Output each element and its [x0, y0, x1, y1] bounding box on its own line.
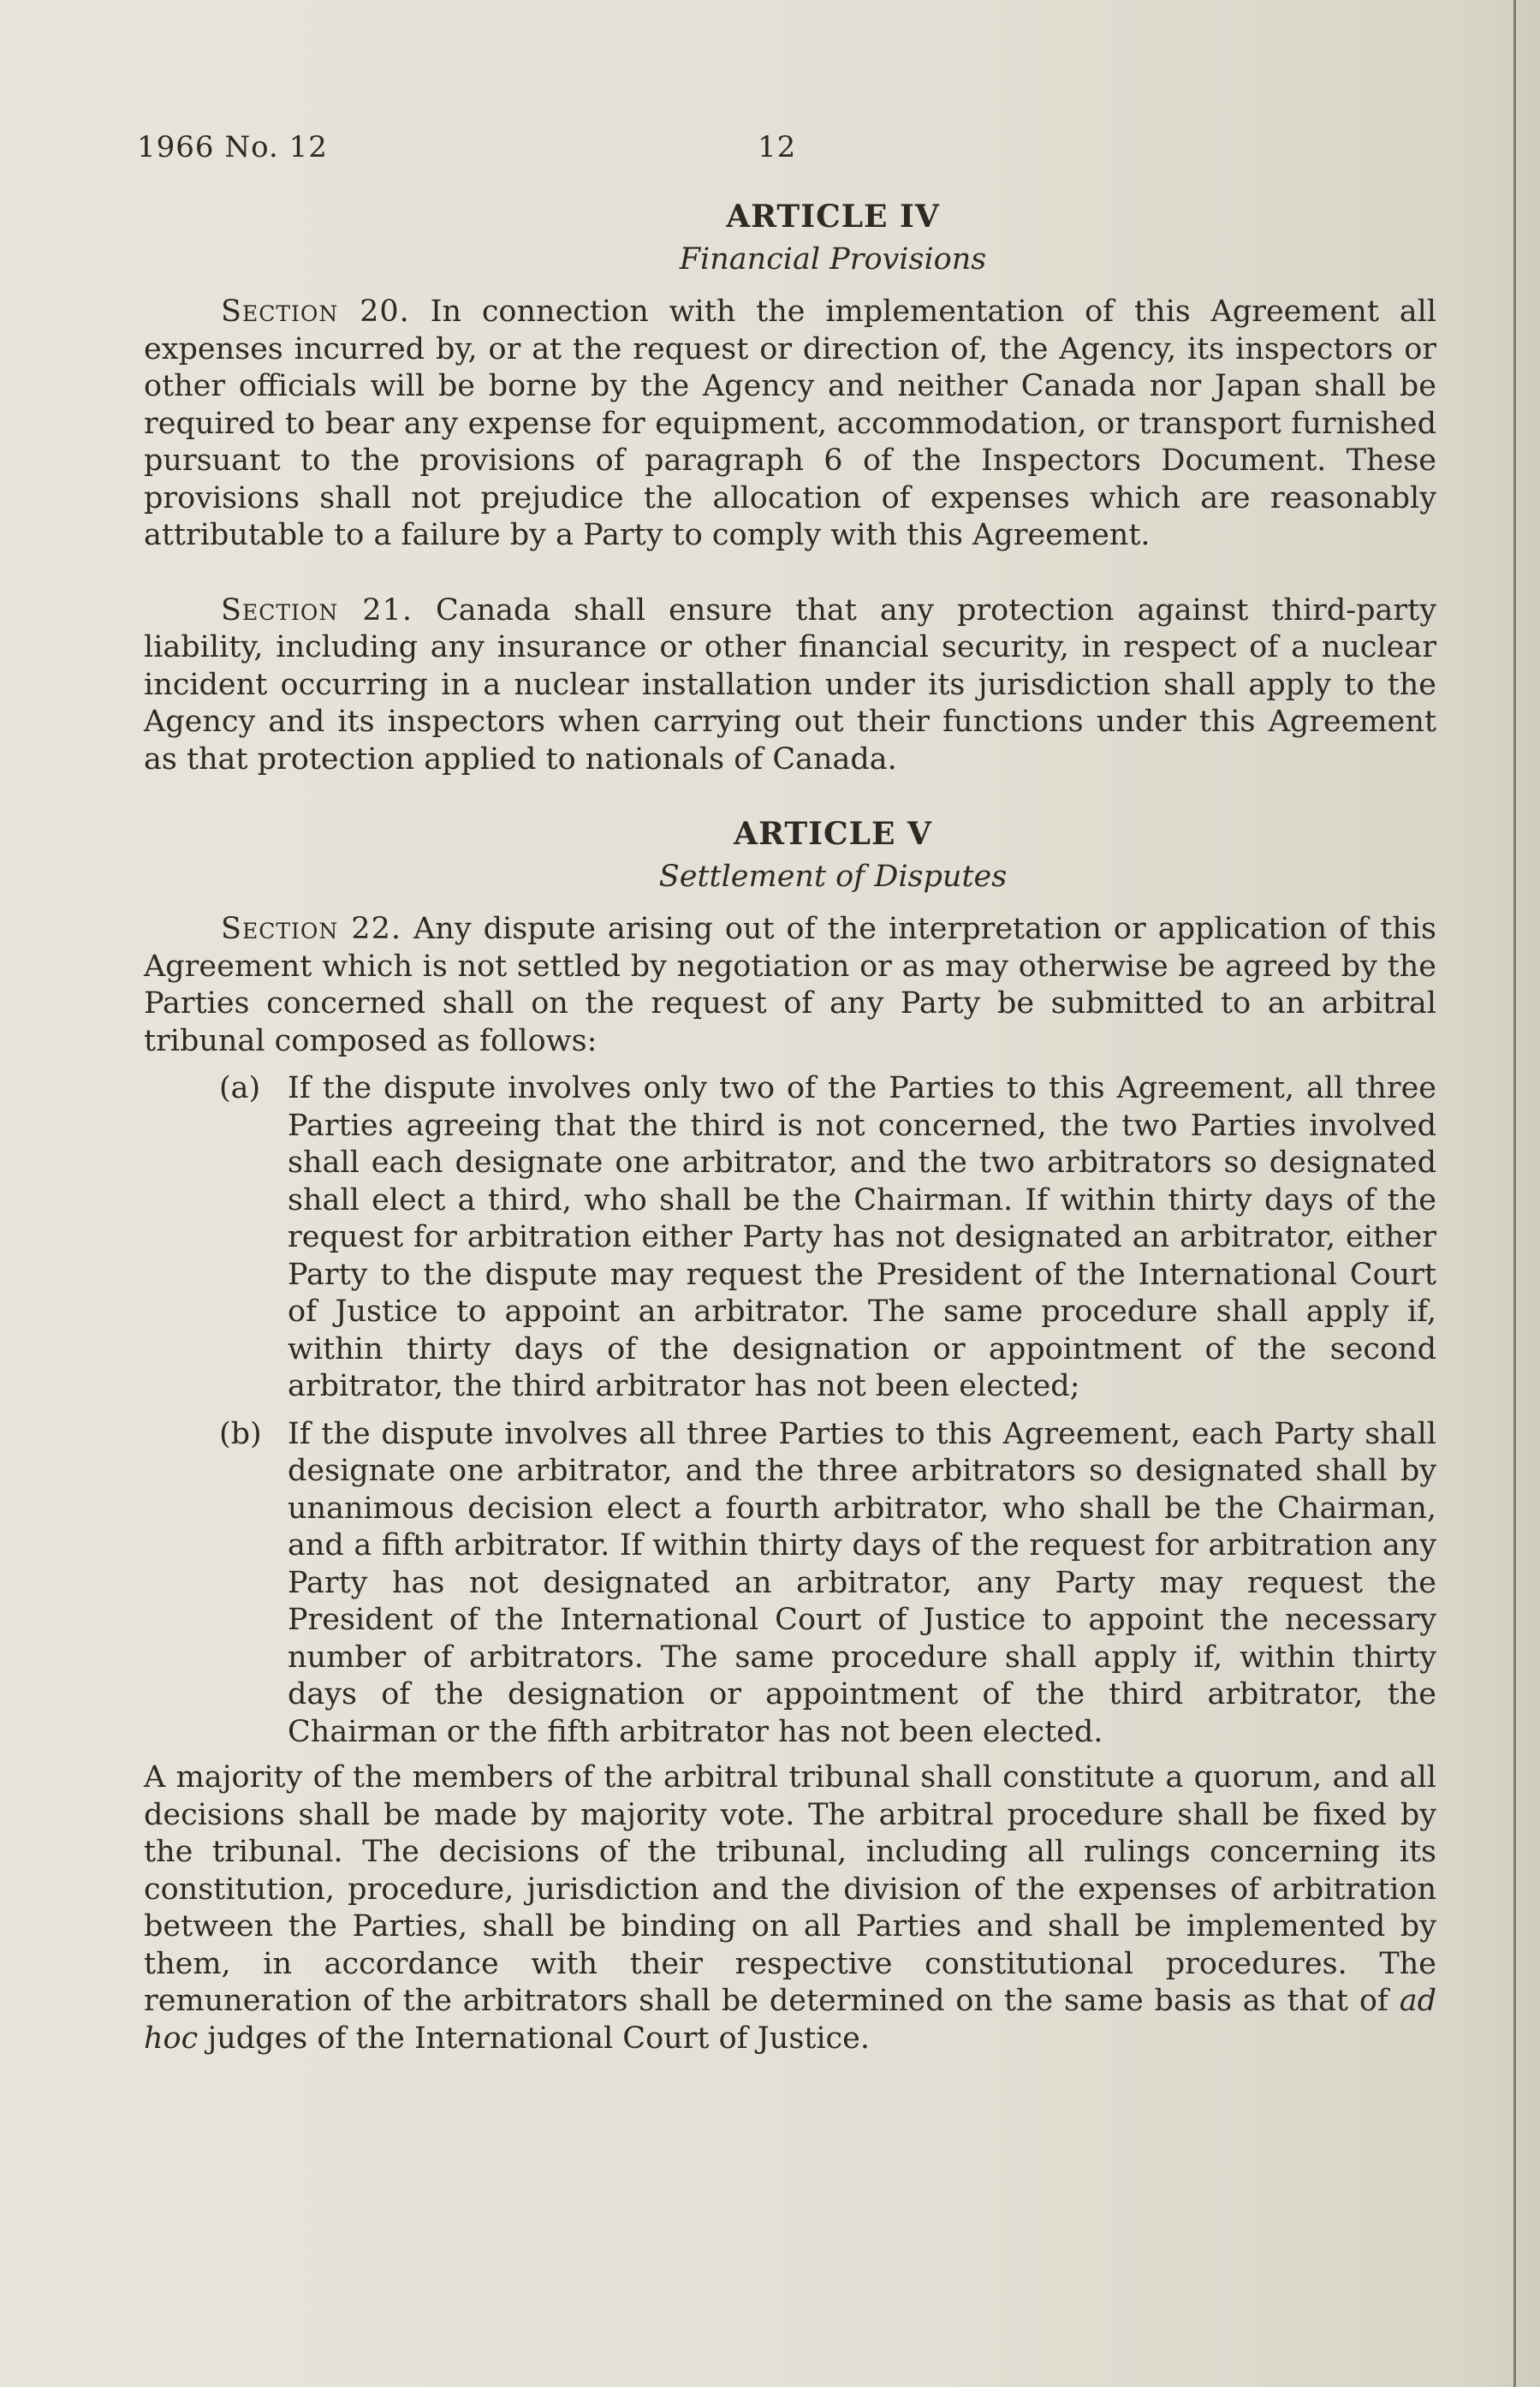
header-year-number: 1966 No. 12: [137, 130, 328, 164]
section-21-text: Canada shall ensure that any protection against third-party liability, including any insurance or other financial security, in respect of a nuclear incident occurring in a nuclear installation under its jurisdiction shall apply to the Agency and its inspectors when carrying out their functions under this Agreement as that protection applied to nationals of Canada.: [144, 592, 1436, 777]
closing-text-start: A majority of the members of the arbitral tribunal shall constitute a quorum, and all decisions shall be made by majority vote. The arbitral procedure shall be fixed by the tribunal. The decisions of the tribunal, including all rulings concerning its constitution, procedure, jurisdiction and the division of the expenses of arbitration between the Parties, shall be binding on all Parties and shall be implemented by them, in accordance with their respective constitutional procedures. The remuneration of the arbitrators shall be determined on the same basis as that of: [144, 1760, 1436, 2018]
section-20-text: In connection with the implementation of this Agreement all expenses incurred by, or at the request or direction of, the Agency, its inspectors or other officials will be borne by the Agency and neither Canada nor Japan shall be required to bear any expense for equipment, accommodation, or transport furnished pursuant to the provisions of paragraph 6 of the Inspectors Document. These provisions shall not prejudice the allocation of expenses which are reasonably attributable to a failure by a Party to comply with this Agreement.: [144, 295, 1436, 552]
closing-paragraph: [144, 1759, 1436, 2057]
closing-text-end: judges of the International Court of Justice.: [207, 2021, 870, 2056]
item-b-label: (b): [219, 1416, 262, 1451]
page-number: 12: [758, 130, 797, 164]
section-21-paragraph: [144, 592, 1436, 779]
section-21-label: Section 21.: [221, 592, 413, 628]
article-iv-title: ARTICLE IV: [726, 199, 940, 235]
section-20-label: Section 20.: [221, 295, 410, 329]
section-22-paragraph: [144, 911, 1436, 1060]
item-a-label: (a): [219, 1071, 261, 1105]
list-item-a: [144, 1070, 1436, 1406]
section-20-paragraph: [144, 294, 1436, 555]
document-body: [144, 199, 1436, 2057]
section-22-label: Section 22.: [221, 912, 401, 946]
article-v-title: ARTICLE V: [734, 816, 932, 852]
article-v-subtitle: Settlement of Disputes: [658, 859, 1008, 894]
section-22-text: Any dispute arising out of the interpretation or application of this Agreement which is not settled by negotiation or as may otherwise be agreed by the Parties concerned shall on the request of any Party be submitted to an arbitral tribunal composed as follows:: [144, 912, 1436, 1058]
page-edge-shadow: [1513, 0, 1516, 2387]
item-b-text: If the dispute involves all three Parties to this Agreement, each Party shall designate one arbitrator, and the three arbitrators so designated shall by unanimous decision elect a fourth arbitrator, who shall be the Chairman, and a fifth arbitrator. If within thirty days of the request for arbitration any Party has not designated an arbitrator, any Party may request the President of the International Court of Justice to appoint the necessary number of arbitrators. The same procedure shall apply if, within thirty days of the designation or appointment of the third arbitrator, the Chairman or the fifth arbitrator has not been elected.: [288, 1416, 1436, 1749]
closing-italic-phrase: ad hoc: [144, 1984, 1436, 2056]
list-item-b: [144, 1416, 1436, 1752]
page-header: [137, 130, 1403, 173]
item-a-text: If the dispute involves only two of the Parties to this Agreement, all three Parties agreeing that the third is not concerned, the two Parties involved shall each designate one arbitrator, and the two arbitrators so designated shall elect a third, who shall be the Chairman. If within thirty days of the request for arbitration either Party has not designated an arbitrator, either Party to the dispute may request the President of the International Court of Justice to appoint an arbitrator. The same procedure shall apply if, within thirty days of the designation or appointment of the second arbitrator, the third arbitrator has not been elected;: [288, 1071, 1436, 1403]
article-iv-subtitle: Financial Provisions: [679, 241, 987, 277]
